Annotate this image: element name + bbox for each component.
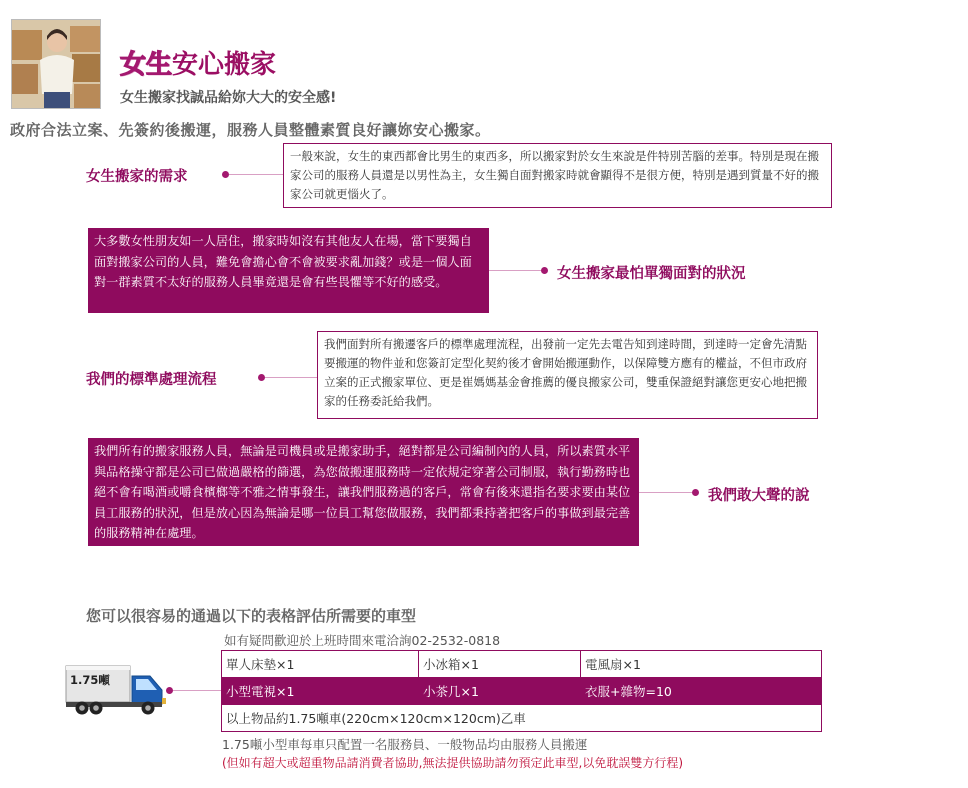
section-label-promise: 我們敢大聲的說 (708, 488, 810, 504)
tagline: 政府合法立案、先簽約後搬運，服務人員整體素質良好讓妳安心搬家。 (10, 121, 491, 139)
section-text-needs: 一般來說，女生的東西都會比男生的東西多，所以搬家對於女生來說是件特別苦腦的差事。特別是現在搬家公司的服務人員還是以男性為主，女生獨自面對搬家時就會顯得不是很方便，特別是遇到質量不好的搬家公司就更惱火了。 (283, 143, 832, 208)
section-text-process: 我們面對所有搬遷客戶的標準處理流程，出發前一定先去電告知到達時間，到達時一定會先清點要搬運的物件並和您簽訂定型化契約後才會開始搬運動作，以保障雙方應有的權益，不但市政府立案的正式搬家單位、更是崔媽媽基金會推薦的優良搬家公司，雙重保證絕對讓您更安心地把搬家的任務委託給我們。 (317, 331, 818, 419)
connector-line (265, 377, 317, 378)
connector-dot (258, 374, 265, 381)
cargo-table (221, 650, 822, 732)
connector-line (173, 690, 221, 691)
table-cell: 衣服+雜物=10 (581, 678, 822, 705)
table-cell: 單人床墊×1 (222, 651, 419, 678)
hero-photo (11, 19, 101, 109)
connector-dot (541, 267, 548, 274)
title-solid-text: 安心搬家 (172, 50, 277, 80)
table-row (222, 678, 822, 705)
page-title (120, 50, 276, 80)
truck-size-label: 1.75噸 (70, 673, 110, 687)
vehicle-section-title: 您可以很容易的通過以下的表格評估所需要的車型 (86, 607, 417, 625)
connector-line (229, 174, 283, 175)
section-label-fears: 女生搬家最怕單獨面對的狀況 (557, 266, 746, 282)
connector-dot (166, 687, 173, 694)
table-cell: 小茶几×1 (419, 678, 581, 705)
section-text-promise: 我們所有的搬家服務人員，無論是司機員或是搬家助手，絕對都是公司編制內的人員，所以素質水平與品格操守都是公司已做過嚴格的篩選，為您做搬運服務時一定依規定穿著公司制服，執行勤務時也絕不會有喝酒或嚼食檳榔等不雅之情事發生，讓我們服務過的客戶，常會有後來還指名要求要由某位員工服務的狀況，但是放心因為無論是哪一位員工幫您做服務，我們都秉持著把客戶的事做到最完善的服務精神在處理。 (88, 438, 639, 546)
vehicle-warning: (但如有超大或超重物品請消費者協助,無法提供協助請勿預定此車型,以免耽誤雙方行程) (222, 756, 683, 770)
woman-with-boxes-image (12, 20, 101, 109)
truck-icon (64, 664, 168, 716)
table-row (222, 705, 822, 732)
table-cell: 電風扇×1 (581, 651, 822, 678)
subtitle: 女生搬家找誠品給妳大大的安全感! (120, 90, 337, 106)
section-label-process: 我們的標準處理流程 (86, 372, 217, 388)
section-label-needs: 女生搬家的需求 (86, 169, 188, 185)
vehicle-note: 1.75噸小型車每車只配置一名服務員、一般物品均由服務人員搬運 (222, 737, 588, 752)
connector-line (639, 492, 692, 493)
title-outline-text: 女生 (120, 50, 173, 80)
contact-phone-text: 如有疑問歡迎於上班時間來電洽詢02-2532-0818 (224, 633, 501, 648)
connector-line (489, 270, 541, 271)
connector-dot (692, 489, 699, 496)
table-summary-cell: 以上物品約1.75噸車(220cm×120cm×120cm)乙車 (222, 705, 822, 732)
table-row (222, 651, 822, 678)
section-text-fears: 大多數女性朋友如一人居住，搬家時如沒有其他友人在場，當下要獨自面對搬家公司的人員，難免會擔心會不會被要求亂加錢？或是一個人面對一群素質不太好的服務人員畢竟還是會有些畏懼等不好的感受。 (88, 228, 489, 313)
table-cell: 小冰箱×1 (419, 651, 581, 678)
connector-dot (222, 171, 229, 178)
table-cell: 小型電視×1 (222, 678, 419, 705)
